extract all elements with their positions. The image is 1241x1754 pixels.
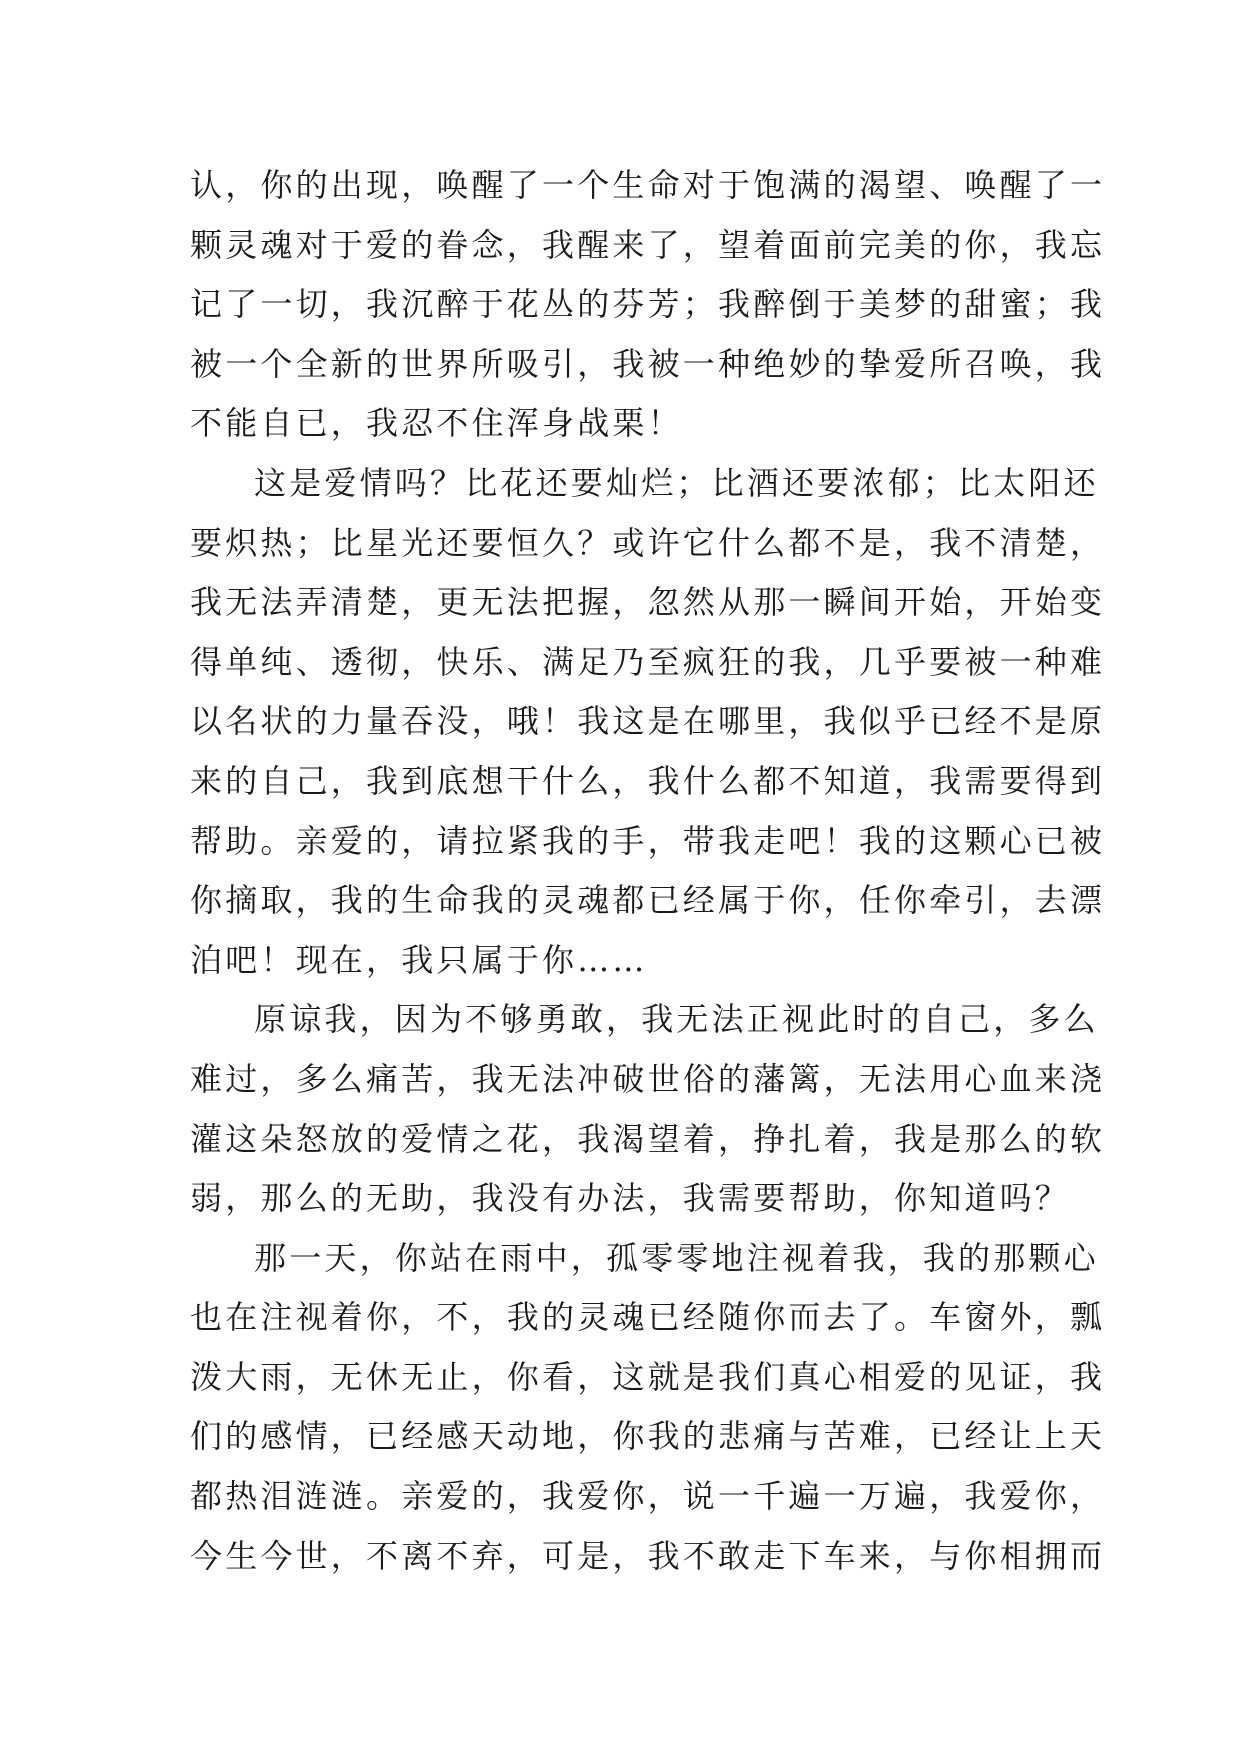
- text-line: 灌这朵怒放的爱情之花，我渴望着，挣扎着，我是那么的软: [190, 1119, 1106, 1158]
- text-line: 难过，多么痛苦，我无法冲破世俗的藩篱，无法用心血来浇: [190, 1059, 1106, 1098]
- paragraph-start-line: 原谅我，因为不够勇敢，我无法正视此时的自己，多么: [254, 1000, 1099, 1039]
- text-line: 们的感情，已经感天动地，你我的悲痛与苦难，已经让上天: [190, 1417, 1106, 1456]
- text-line: 都热泪涟涟。亲爱的，我爱你，说一千遍一万遍，我爱你，: [190, 1477, 1106, 1516]
- text-line: 我无法弄清楚，更无法把握，忽然从那一瞬间开始，开始变: [190, 583, 1106, 622]
- text-line: 泊吧！现在，我只属于你……: [190, 940, 648, 979]
- text-line: 以名状的力量吞没，哦！我这是在哪里，我似乎已经不是原: [190, 702, 1106, 741]
- text-line: 认，你的出现，唤醒了一个生命对于饱满的渴望、唤醒了一: [190, 166, 1106, 204]
- text-line: 弱，那么的无助，我没有办法，我需要帮助，你知道吗？: [190, 1179, 1071, 1218]
- text-line: 也在注视着你，不，我的灵魂已经随你而去了。车窗外，瓢: [190, 1298, 1106, 1337]
- paragraph-start-line: 那一天，你站在雨中，孤零零地注视着我，我的那颗心: [254, 1238, 1099, 1277]
- text-line: 你摘取，我的生命我的灵魂都已经属于你，任你牵引，去漂: [190, 881, 1106, 920]
- paragraph-start-line: 这是爱情吗？比花还要灿烂；比酒还要浓郁；比太阳还: [254, 463, 1099, 502]
- document-body: [190, 156, 1106, 1586]
- text-line: 记了一切，我沉醉于花丛的芬芳；我醉倒于美梦的甜蜜；我: [190, 285, 1106, 324]
- text-line: 得单纯、透彻，快乐、满足乃至疯狂的我，几乎要被一种难: [190, 642, 1106, 681]
- text-line: 要炽热；比星光还要恒久？或许它什么都不是，我不清楚，: [190, 523, 1106, 562]
- text-line: 泼大雨，无休无止，你看，这就是我们真心相爱的见证，我: [190, 1357, 1106, 1396]
- text-line: 颗灵魂对于爱的眷念，我醒来了，望着面前完美的你，我忘: [190, 225, 1106, 264]
- text-line: 今生今世，不离不弃，可是，我不敢走下车来，与你相拥而: [190, 1536, 1106, 1575]
- text-line: 被一个全新的世界所吸引，我被一种绝妙的挚爱所召唤，我: [190, 344, 1106, 383]
- text-line: 不能自已，我忍不住浑身战栗！: [190, 404, 683, 443]
- text-line: 来的自己，我到底想干什么，我什么都不知道，我需要得到: [190, 761, 1106, 800]
- text-line: 帮助。亲爱的，请拉紧我的手，带我走吧！我的这颗心已被: [190, 821, 1106, 860]
